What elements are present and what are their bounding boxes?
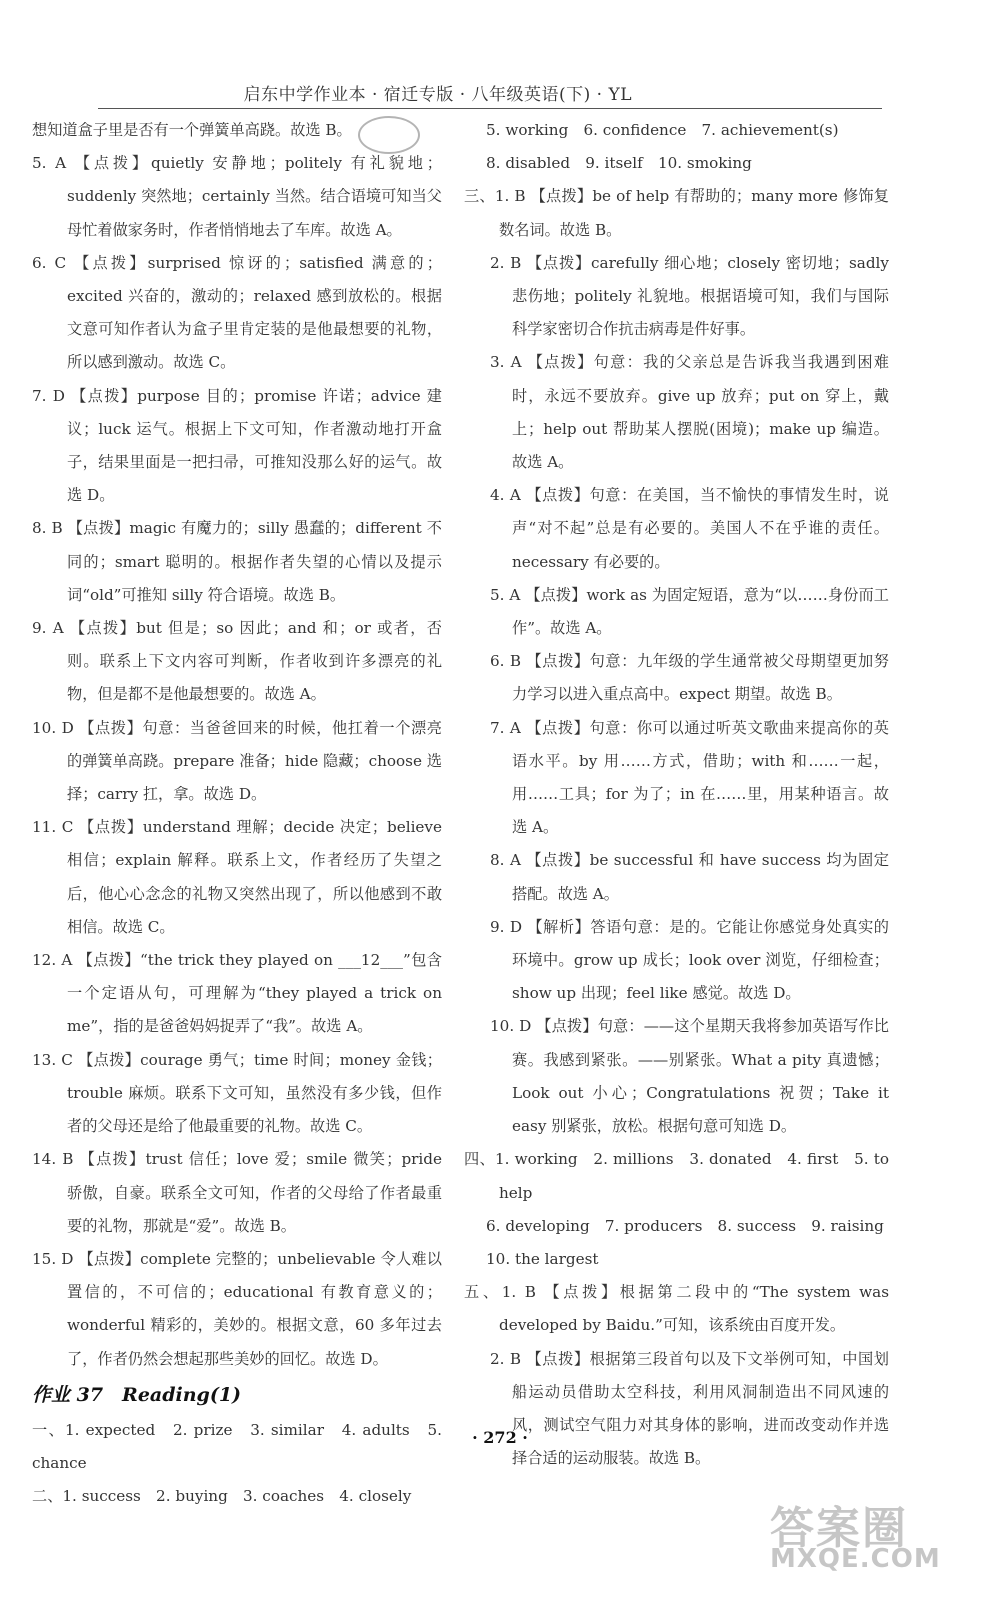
answer-item: 6. C 【点拨】surprised 惊讶的；satisfied 满意的；excited 兴奋的，激动的；relaxed 感到放松的。根据文意可知作者认为盒子里肯定装的是他最想要的礼物，所以感到激动。故选 C。 [32, 253, 442, 372]
answer-row: 一、1. expected 2. prize 3. similar 4. adults 5. chance [32, 1420, 442, 1472]
answer-item: 2. B 【点拨】根据第三段首句以及下文举例可知，中国划船运动员借助太空科技，利用风洞制造出不同风速的风，测试空气阻力对其身体的影响，进而改变动作并选择合适的运动服装。故选 B。 [490, 1349, 889, 1468]
right-column [464, 114, 889, 1475]
page-number: · 272 · [472, 1428, 528, 1447]
answer-item: 9. D 【解析】答语句意：是的。它能让你感觉身处真实的环境中。grow up 成长；look over 浏览，仔细检查；show up 出现；feel like 感觉。故选 D。 [490, 917, 889, 1003]
answer-item: 5. A 【点拨】quietly 安静地；politely 有礼貌地；suddenly 突然地；certainly 当然。结合语境可知当父母忙着做家务时，作者悄悄地去了车库。故选 A。 [32, 154, 442, 239]
answer-row: 5. working 6. confidence 7. achievement(s) [486, 121, 839, 139]
answer-row: 6. developing 7. producers 8. success 9. raising [486, 1216, 884, 1235]
answer-item: 4. A 【点拨】句意：在美国，当不愉快的事情发生时，说声“对不起”总是有必要的。美国人不在乎谁的责任。necessary 有必要的。 [490, 486, 889, 571]
answer-continuation: 想知道盒子里是否有一个弹簧单高跷。故选 B。 [32, 121, 352, 139]
answer-item: 10. D 【点拨】句意：当爸爸回来的时候，他扛着一个漂亮的弹簧单高跷。prepare 准备；hide 隐藏；choose 选择；carry 扛，拿。故选 D。 [32, 718, 442, 804]
answer-item: 5. A 【点拨】work as 为固定短语，意为“以……身份而工作”。故选 A。 [490, 585, 889, 638]
page-header [98, 78, 882, 109]
answer-item: 8. A 【点拨】be successful 和 have success 均为固定搭配。故选 A。 [490, 851, 889, 903]
answer-item: 12. A 【点拨】“the trick they played on ___12___”包含一个定语从句，可理解为“they played a trick on me”，指的是爸爸妈妈捉弄了“我”。故选 A。 [32, 951, 442, 1036]
answer-item: 8. B 【点拨】magic 有魔力的；silly 愚蠢的；different 不同的；smart 聪明的。根据作者失望的心情以及提示词“old”可推知 silly 符合语境。故选 B。 [32, 519, 442, 604]
answer-row: 四、1. working 2. millions 3. donated 4. first 5. to help [464, 1150, 889, 1202]
watermark-text: 答案圈 [770, 1503, 908, 1554]
answer-item: 7. A 【点拨】句意：你可以通过听英文歌曲来提高你的英语水平。by 用……方式，借助；with 和……一起，用……工具；for 为了；in 在……里，用某种语言。故选 A。 [490, 718, 889, 837]
answer-row: 8. disabled 9. itself 10. smoking [486, 154, 752, 173]
answer-item: 3. A 【点拨】句意：我的父亲总是告诉我当我遇到困难时，永远不要放弃。give up 放弃；put on 穿上，戴上；help out 帮助某人摆脱(困境)；make up 编造。故选 A。 [490, 353, 889, 472]
answer-row: 10. the largest [486, 1249, 599, 1268]
answer-row: 二、1. success 2. buying 3. coaches 4. closely [32, 1487, 412, 1506]
answer-item: 11. C 【点拨】understand 理解；decide 决定；believe 相信；explain 解释。联系上文，作者经历了失望之后，他心心念念的礼物又突然出现了，所以他感到不敢相信。故选 C。 [32, 818, 442, 936]
watermark-logo [770, 1492, 970, 1574]
answer-item: 三、1. B 【点拨】be of help 有帮助的；many more 修饰复数名词。故选 B。 [464, 187, 889, 239]
left-column [32, 114, 442, 1513]
answer-item: 7. D 【点拨】purpose 目的；promise 许诺；advice 建议；luck 运气。根据上下文可知，作者激动地打开盒子，结果里面是一把扫帚，可推知没那么好的运气。故选 D。 [32, 386, 442, 505]
answer-item: 五、1. B 【点拨】根据第二段中的“The system was developed by Baidu.”可知，该系统由百度开发。 [464, 1283, 889, 1335]
section-heading: 作业 37 Reading(1) [32, 1383, 242, 1406]
answer-item: 15. D 【点拨】complete 完整的；unbelievable 令人难以置信的，不可信的；educational 有教育意义的；wonderful 精彩的，美妙的。根据文意，60 多年过去了，作者仍然会想起那些美妙的回忆。故选 D。 [32, 1249, 442, 1368]
header-title: 启东中学作业本 · 宿迁专版 · 八年级英语(下) · YL [243, 85, 632, 105]
answer-item: 14. B 【点拨】trust 信任；love 爱；smile 微笑；pride 骄傲，自豪。联系全文可知，作者的父母给了作者最重要的礼物，那就是“爱”。故选 B。 [32, 1150, 442, 1235]
answer-item: 2. B 【点拨】carefully 细心地；closely 密切地；sadly 悲伤地；politely 礼貌地。根据语境可知，我们与国际科学家密切合作抗击病毒是件好事。 [490, 253, 889, 339]
answer-item: 9. A 【点拨】but 但是；so 因此；and 和；or 或者，否则。联系上下文内容可判断，作者收到许多漂亮的礼物，但是都不是他最想要的。故选 A。 [32, 619, 442, 704]
answer-item: 13. C 【点拨】courage 勇气；time 时间；money 金钱；trouble 麻烦。联系下文可知，虽然没有多少钱，但作者的父母还是给了他最重要的礼物。故选 C。 [32, 1050, 442, 1136]
answer-item: 10. D 【点拨】句意：——这个星期天我将参加英语写作比赛。我感到紧张。——别紧张。What a pity 真遗憾；Look out 小心；Congratulations 祝贺；Take it easy 别紧张，放松。根据句意可知选 D。 [490, 1017, 889, 1136]
answer-item: 6. B 【点拨】句意：九年级的学生通常被父母期望更加努力学习以进入重点高中。expect 期望。故选 B。 [490, 652, 889, 704]
watermark-url: MXQE.COM [770, 1544, 941, 1574]
